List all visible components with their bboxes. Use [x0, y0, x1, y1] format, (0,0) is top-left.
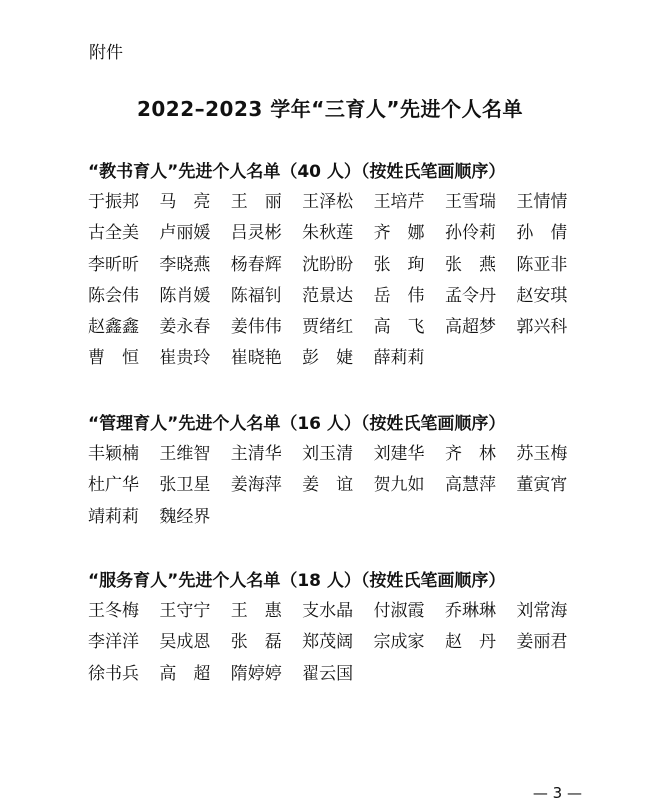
person-name: 薛莉莉: [373, 348, 425, 369]
person-name: 沈盼盼: [302, 254, 354, 275]
person-name: 高超: [159, 663, 228, 684]
person-name: 乔琳琳: [444, 601, 496, 621]
person-name: 苏玉梅: [516, 444, 568, 464]
person-name: 张珣: [373, 254, 442, 275]
person-name: 姜伟伟: [230, 317, 282, 338]
person-name: 王冬梅: [88, 601, 139, 621]
person-name: 齐林: [444, 444, 513, 464]
person-name: 崔贵玲: [159, 348, 211, 369]
person-name: 岳伟: [373, 285, 442, 306]
person-name: 王雪瑞: [444, 192, 496, 212]
name-list: [88, 596, 588, 690]
person-name: 齐娜: [373, 223, 442, 244]
person-name: 姜海萍: [230, 475, 282, 496]
person-name: 贾绪红: [302, 317, 354, 338]
document-title: 2022–2023 学年“三育人”先进个人名单: [136, 97, 524, 121]
person-name: 高飞: [373, 317, 442, 338]
section-heading: “服务育人”先进个人名单（18 人）（按姓氏笔画顺序）: [88, 571, 506, 591]
person-name: 靖莉莉: [88, 506, 139, 527]
name-list: [88, 439, 588, 533]
person-name: 赵鑫鑫: [88, 317, 139, 338]
person-name: 主清华: [230, 444, 282, 464]
person-name: 王维智: [159, 444, 211, 464]
person-name: 陈亚非: [516, 254, 568, 275]
section-heading: “管理育人”先进个人名单（16 人）（按姓氏笔画顺序）: [88, 414, 506, 434]
person-name: 李昕昕: [88, 254, 139, 275]
person-name: 朱秋莲: [302, 223, 354, 244]
person-name: 高超梦: [444, 317, 496, 338]
person-name: 赵丹: [444, 632, 513, 653]
person-name: 李晓燕: [159, 254, 211, 275]
person-name: 徐书兵: [88, 663, 139, 684]
person-name: 郭兴科: [516, 317, 568, 338]
person-name: 姜谊: [302, 475, 371, 496]
person-name: 丰颖楠: [88, 444, 139, 464]
person-name: 贺九如: [373, 475, 425, 496]
person-name: 吴成恩: [159, 632, 211, 653]
person-name: 孙伶莉: [444, 223, 496, 244]
person-name: 王培芹: [373, 192, 425, 212]
person-name: 陈肖媛: [159, 285, 211, 306]
person-name: 马亮: [159, 192, 228, 212]
section-teaching: [88, 157, 588, 375]
person-name: 董寅宵: [516, 475, 568, 496]
person-name: 支水晶: [302, 601, 354, 621]
person-name: 刘常海: [516, 601, 568, 621]
person-name: 王丽: [230, 192, 299, 212]
person-name: 高慧萍: [444, 475, 496, 496]
person-name: 李洋洋: [88, 632, 139, 653]
name-list: [88, 187, 588, 375]
person-name: 王守宁: [159, 601, 211, 621]
person-name: 崔晓艳: [230, 348, 282, 369]
person-name: 隋婷婷: [230, 663, 282, 684]
person-name: 姜丽君: [516, 632, 568, 653]
person-name: 刘玉清: [302, 444, 354, 464]
person-name: 王情情: [516, 192, 568, 212]
person-name: 彭婕: [302, 348, 371, 369]
person-name: 范景达: [302, 285, 354, 306]
person-name: 孟令丹: [444, 285, 496, 306]
person-name: 古全美: [88, 223, 139, 244]
person-name: 刘建华: [373, 444, 425, 464]
person-name: 陈会伟: [88, 285, 139, 306]
person-name: 翟云国: [302, 663, 354, 684]
person-name: 卢丽媛: [159, 223, 211, 244]
person-name: 王泽松: [302, 192, 354, 212]
person-name: 宗成家: [373, 632, 425, 653]
person-name: 赵安琪: [516, 285, 568, 306]
person-name: 杜广华: [88, 475, 139, 496]
person-name: 于振邦: [88, 192, 139, 212]
person-name: 孙倩: [516, 223, 585, 244]
person-name: 曹恒: [88, 348, 156, 369]
attachment-label: 附件: [89, 43, 123, 63]
person-name: 付淑霞: [373, 601, 425, 621]
person-name: 陈福钊: [230, 285, 282, 306]
page-number: — 3 —: [532, 784, 582, 802]
person-name: 张燕: [444, 254, 513, 275]
person-name: 张卫星: [159, 475, 211, 496]
section-management: [88, 409, 588, 533]
section-service: [88, 566, 588, 690]
person-name: 张磊: [230, 632, 299, 653]
person-name: 姜永春: [159, 317, 211, 338]
person-name: 吕灵彬: [230, 223, 282, 244]
person-name: 杨春辉: [230, 254, 282, 275]
person-name: 郑茂阔: [302, 632, 354, 653]
person-name: 魏经界: [159, 506, 211, 527]
section-heading: “教书育人”先进个人名单（40 人）（按姓氏笔画顺序）: [88, 162, 506, 182]
person-name: 王惠: [230, 601, 299, 621]
